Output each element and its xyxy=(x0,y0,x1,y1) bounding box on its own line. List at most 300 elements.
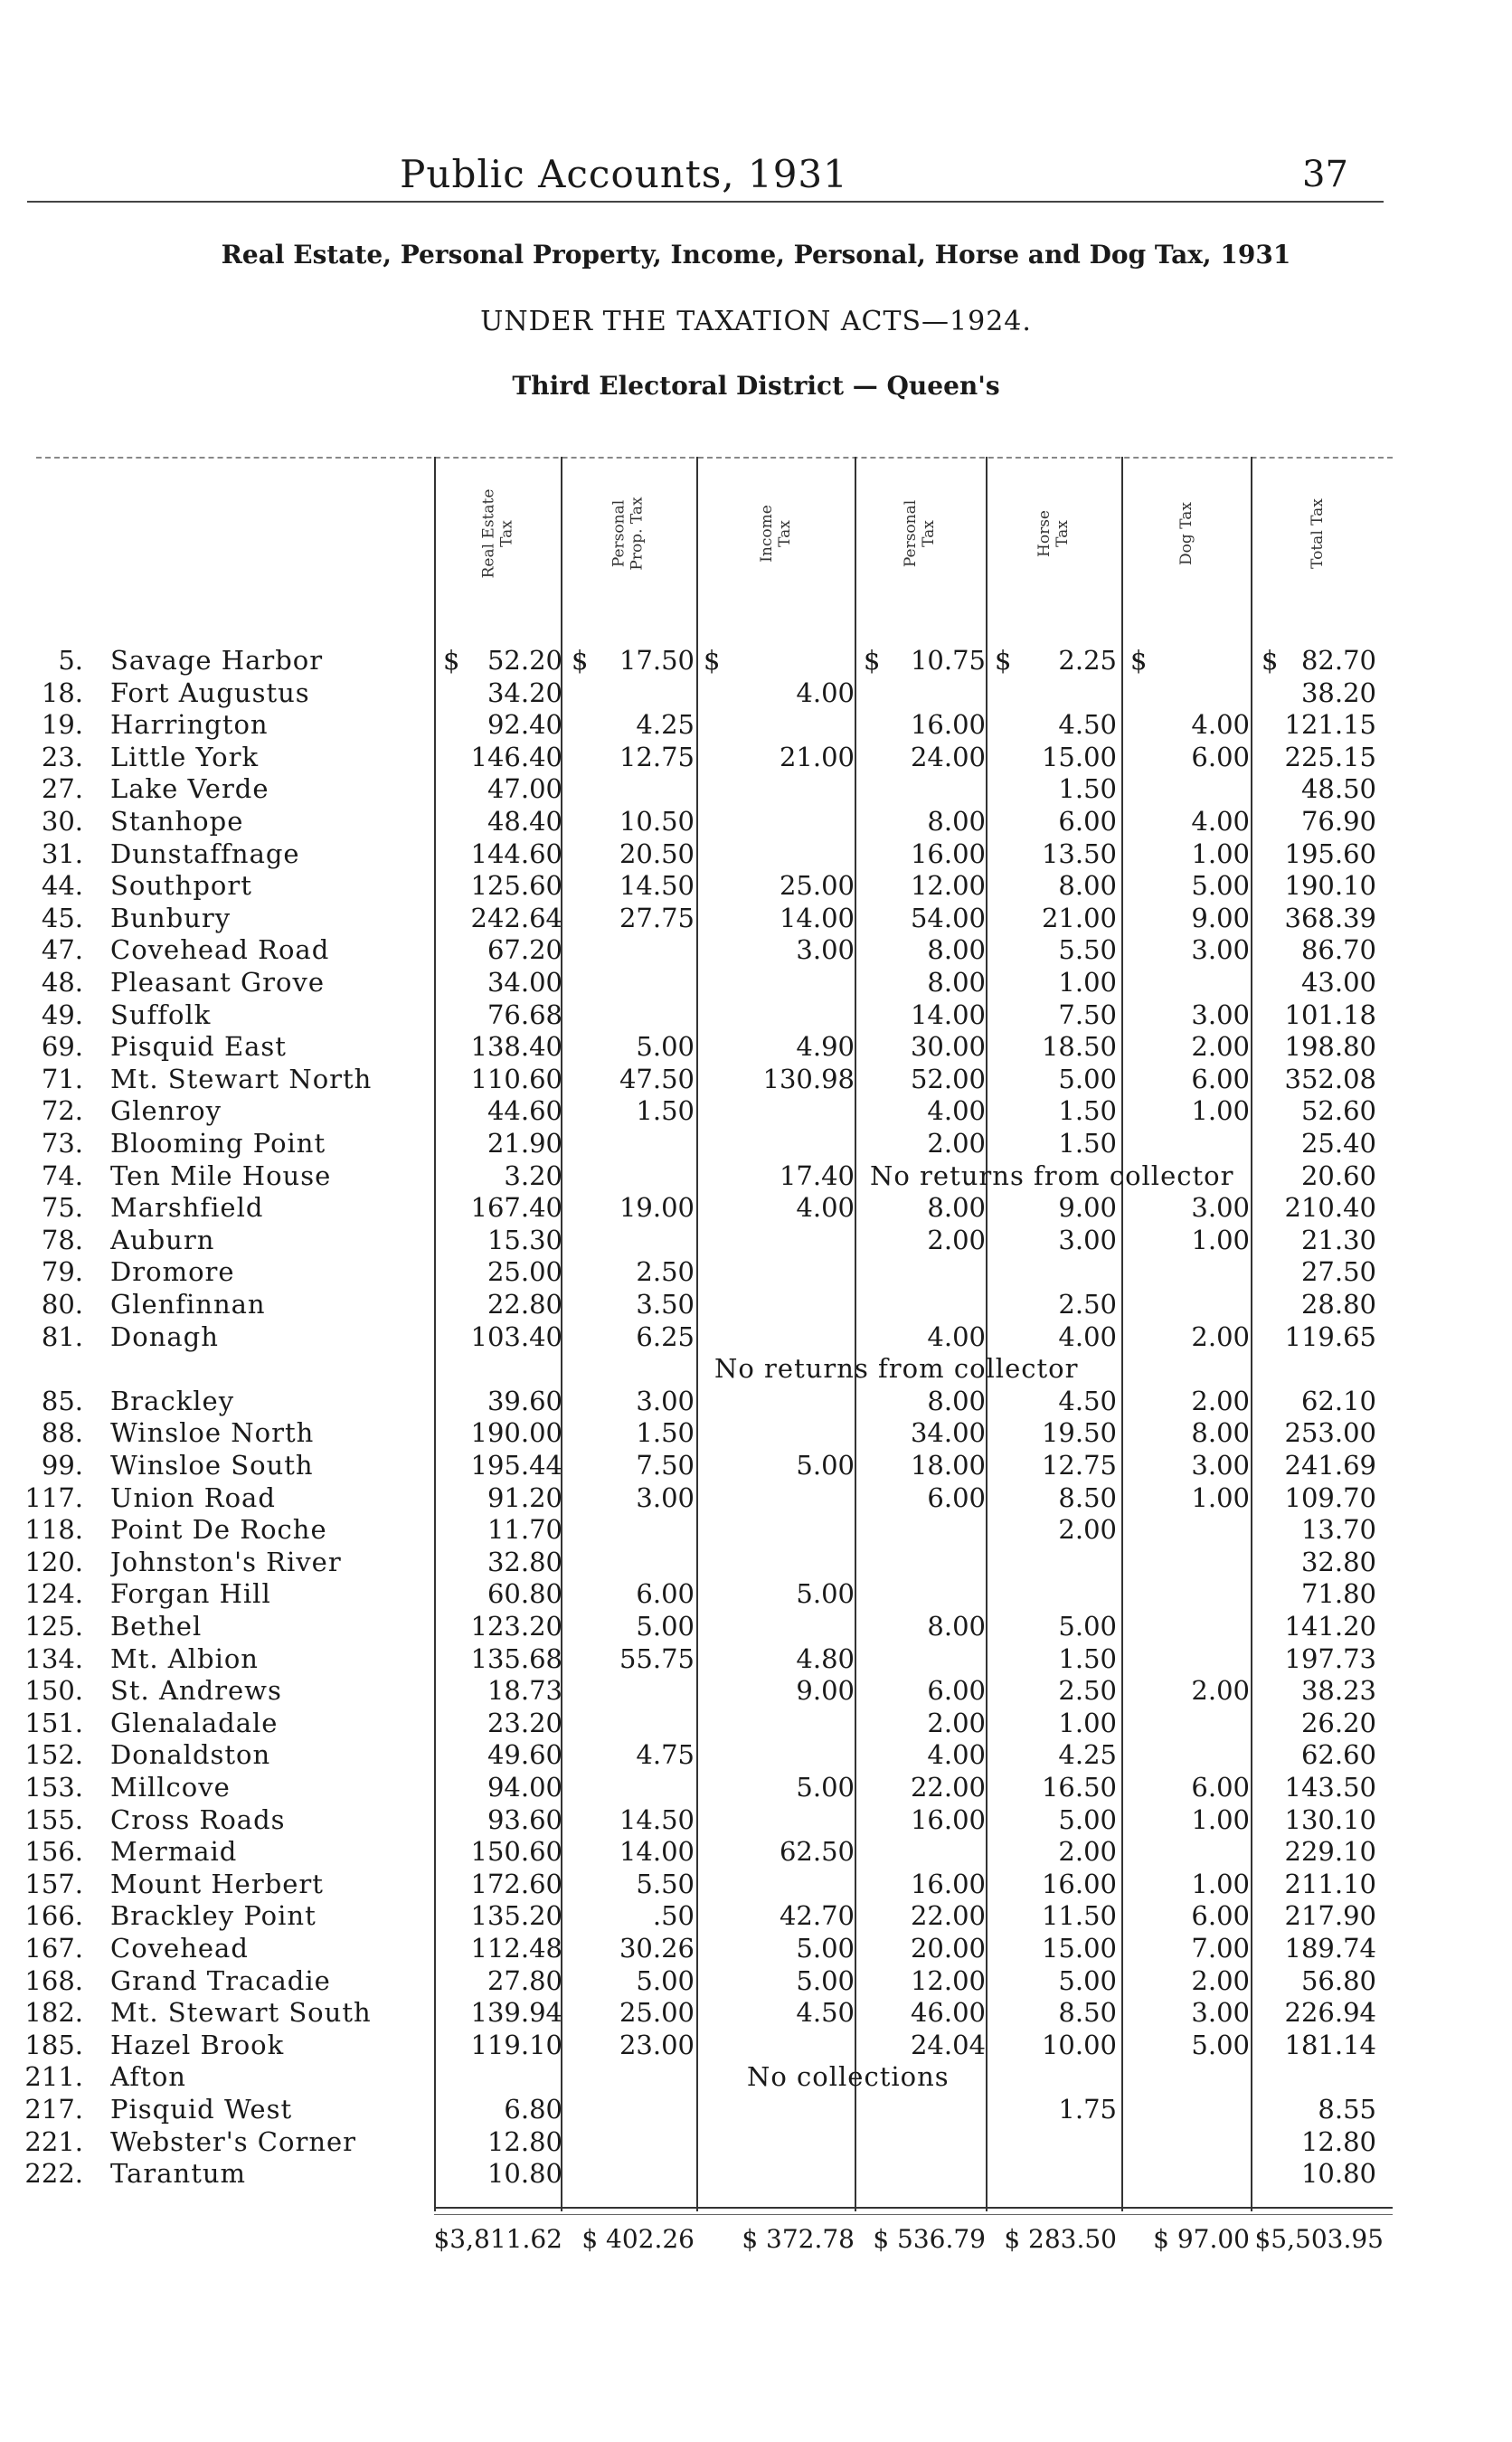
cell-re: 15.30 xyxy=(487,1224,562,1255)
table-row xyxy=(0,1707,1512,1739)
cell-horse: 2.50 xyxy=(1058,1289,1117,1320)
table-row xyxy=(0,1127,1512,1159)
table-row xyxy=(0,1546,1512,1578)
row-number: 27. xyxy=(41,773,83,805)
cell-re: 103.40 xyxy=(470,1320,562,1352)
cell-re: 6.80 xyxy=(504,2094,562,2125)
table-row xyxy=(0,1642,1512,1675)
row-number: 166. xyxy=(24,1900,83,1932)
cell-dog: 2.00 xyxy=(1191,1031,1250,1063)
row-number: 182. xyxy=(24,1997,83,2029)
cell-inc: 4.90 xyxy=(796,1031,855,1063)
cell-horse: 1.75 xyxy=(1058,2094,1117,2125)
row-number: 73. xyxy=(41,1128,83,1159)
cell-total: 26.20 xyxy=(1300,1707,1376,1738)
column-header xyxy=(696,470,855,597)
cell-re: 172.60 xyxy=(470,1868,562,1899)
cell-dog: 3.00 xyxy=(1191,999,1250,1030)
district-name: Fort Augustus xyxy=(110,677,310,708)
cell-pers: 12.00 xyxy=(910,870,986,902)
cell-pp: 5.50 xyxy=(636,1868,695,1899)
cell-horse: 1.50 xyxy=(1058,773,1117,805)
row-number: 157. xyxy=(24,1868,83,1899)
column-header-label: Dog Tax xyxy=(1177,502,1195,565)
district-heading: Third Electoral District — Queen's xyxy=(512,371,1000,401)
cell-re: 49.60 xyxy=(487,1739,562,1771)
totals-rule-lower xyxy=(434,2214,1393,2215)
cell-dog: 9.00 xyxy=(1191,902,1250,933)
table-row xyxy=(0,1610,1512,1642)
row-number: 222. xyxy=(24,2158,83,2190)
row-number: 217. xyxy=(24,2094,83,2125)
cell-re: 135.20 xyxy=(470,1900,562,1932)
district-name: Winsloe South xyxy=(110,1450,314,1481)
cell-re: 60.80 xyxy=(487,1578,562,1610)
cell-pp: 27.75 xyxy=(619,902,695,933)
cell-total: 241.69 xyxy=(1284,1450,1376,1481)
cell-pers: 16.00 xyxy=(910,838,986,869)
district-name: Brackley xyxy=(110,1385,235,1416)
column-header xyxy=(561,470,696,597)
district-name: Savage Harbor xyxy=(110,645,324,676)
cell-pers: 6.00 xyxy=(927,1481,986,1513)
table-row xyxy=(0,999,1512,1031)
cell-pp: 10.50 xyxy=(619,806,695,837)
cell-total: 86.70 xyxy=(1300,934,1376,966)
district-name: Auburn xyxy=(110,1224,215,1255)
district-name: Mount Herbert xyxy=(110,1868,324,1899)
cell-pers: 6.00 xyxy=(927,1675,986,1707)
cell-pers: 18.00 xyxy=(910,1450,986,1481)
row-number: 69. xyxy=(41,1031,83,1063)
cell-horse: 5.00 xyxy=(1058,1063,1117,1094)
table-row xyxy=(0,1835,1512,1868)
cell-inc: 5.00 xyxy=(796,1933,855,1964)
cell-total: 10.80 xyxy=(1300,2158,1376,2190)
district-name: Marshfield xyxy=(110,1192,264,1224)
cell-re: 21.90 xyxy=(487,1128,562,1159)
district-name: Harrington xyxy=(110,709,269,741)
district-name: Mt. Stewart South xyxy=(110,1997,372,2029)
act-heading: UNDER THE TAXATION ACTS—1924. xyxy=(480,306,1032,337)
cell-pp: 30.26 xyxy=(619,1933,695,1964)
cell-horse: 5.00 xyxy=(1058,1964,1117,1996)
district-name: Stanhope xyxy=(110,806,244,837)
table-row xyxy=(0,869,1512,902)
total-horse: $ 283.50 xyxy=(1004,2224,1117,2254)
table-row xyxy=(0,772,1512,805)
cell-dog: 3.00 xyxy=(1191,1192,1250,1224)
district-name: Grand Tracadie xyxy=(110,1964,331,1996)
cell-horse: 7.50 xyxy=(1058,999,1117,1030)
cell-pers: 52.00 xyxy=(910,1063,986,1094)
cell-horse: 1.00 xyxy=(1058,1707,1117,1738)
district-name: Glenroy xyxy=(110,1095,222,1127)
row-number: 79. xyxy=(41,1256,83,1288)
cell-dog: 3.00 xyxy=(1191,934,1250,966)
cell-inc: 5.00 xyxy=(796,1578,855,1610)
cell-re: 44.60 xyxy=(487,1095,562,1127)
cell-re: 34.20 xyxy=(487,677,562,708)
row-number: 124. xyxy=(24,1578,83,1610)
column-header-label: Real Estate Tax xyxy=(479,488,515,579)
table-row xyxy=(0,1385,1512,1417)
row-number: 44. xyxy=(41,870,83,902)
cell-horse: 4.00 xyxy=(1058,1320,1117,1352)
cell-total: 211.10 xyxy=(1284,1868,1376,1899)
cell-horse: 6.00 xyxy=(1058,806,1117,837)
cell-horse: 9.00 xyxy=(1058,1192,1117,1224)
cell-dog: 1.00 xyxy=(1191,1868,1250,1899)
cell-pp: 1.50 xyxy=(636,1095,695,1127)
cell-pp: 3.50 xyxy=(636,1289,695,1320)
cell-total: 143.50 xyxy=(1284,1772,1376,1803)
district-name: Lake Verde xyxy=(110,773,269,805)
cell-pp: 1.50 xyxy=(636,1417,695,1449)
table-row xyxy=(0,902,1512,934)
row-number: 30. xyxy=(41,806,83,837)
cell-pers: 22.00 xyxy=(910,1772,986,1803)
row-number: 81. xyxy=(41,1320,83,1352)
cell-pers: 8.00 xyxy=(927,934,986,966)
table-row xyxy=(0,1899,1512,1932)
cell-re: 52.20 xyxy=(487,645,562,676)
cell-horse: 8.50 xyxy=(1058,1481,1117,1513)
table-row xyxy=(0,1868,1512,1900)
table-row xyxy=(0,1577,1512,1610)
table-row xyxy=(0,1449,1512,1481)
district-name: Little York xyxy=(110,741,260,772)
cell-re: 150.60 xyxy=(470,1836,562,1868)
cell-dog: 1.00 xyxy=(1191,1481,1250,1513)
cell-horse: 19.50 xyxy=(1041,1417,1117,1449)
cell-pp: 14.50 xyxy=(619,870,695,902)
column-header xyxy=(1251,470,1384,597)
table-row xyxy=(0,1738,1512,1771)
cell-horse: 2.50 xyxy=(1058,1675,1117,1707)
district-name: Blooming Point xyxy=(110,1128,326,1159)
cell-dog: 1.00 xyxy=(1191,1803,1250,1835)
row-number: 153. xyxy=(24,1772,83,1803)
cell-pp: 14.00 xyxy=(619,1836,695,1868)
totals-rule xyxy=(434,2207,1393,2209)
cell-inc: 4.80 xyxy=(796,1642,855,1674)
table-row xyxy=(0,1932,1512,1964)
district-name: Suffolk xyxy=(110,999,212,1030)
cell-re: 25.00 xyxy=(487,1256,562,1288)
row-number: 18. xyxy=(41,677,83,708)
cell-re: 3.20 xyxy=(504,1159,562,1191)
table-row xyxy=(0,677,1512,709)
cell-total: 130.10 xyxy=(1284,1803,1376,1835)
cell-pers: 4.00 xyxy=(927,1320,986,1352)
total-inc: $ 372.78 xyxy=(742,2224,855,2254)
district-name: Brackley Point xyxy=(110,1900,317,1932)
cell-pp: 5.00 xyxy=(636,1611,695,1642)
cell-total: 253.00 xyxy=(1284,1417,1376,1449)
row-number: 120. xyxy=(24,1546,83,1577)
cell-pers: 30.00 xyxy=(910,1031,986,1063)
cell-total: 119.65 xyxy=(1284,1320,1376,1352)
cell-dog: 5.00 xyxy=(1191,870,1250,902)
column-header-label: Personal Tax xyxy=(902,499,939,568)
cell-pers: 2.00 xyxy=(927,1224,986,1255)
table-subtitle: Real Estate, Personal Property, Income, Personal, Horse and Dog Tax, 1931 xyxy=(221,240,1291,270)
cell-inc: 3.00 xyxy=(796,934,855,966)
table-row xyxy=(0,2157,1512,2190)
cell-total: 62.10 xyxy=(1300,1385,1376,1416)
cell-dog: 2.00 xyxy=(1191,1964,1250,1996)
cell-pers: 4.00 xyxy=(927,1739,986,1771)
cell-total: 52.60 xyxy=(1300,1095,1376,1127)
district-name: Tarantum xyxy=(110,2158,247,2190)
district-name: Webster's Corner xyxy=(110,2125,357,2157)
cell-pp: 3.00 xyxy=(636,1481,695,1513)
cell-inc: 4.00 xyxy=(796,677,855,708)
table-row xyxy=(0,1224,1512,1256)
row-number: 185. xyxy=(24,2029,83,2060)
cell-pers: 34.00 xyxy=(910,1417,986,1449)
row-number: 150. xyxy=(24,1675,83,1707)
district-name: Dromore xyxy=(110,1256,235,1288)
row-number: 99. xyxy=(41,1450,83,1481)
cell-re: 22.80 xyxy=(487,1289,562,1320)
cell-pers: 20.00 xyxy=(910,1933,986,1964)
cell-re: 32.80 xyxy=(487,1546,562,1577)
district-name: Mt. Stewart North xyxy=(110,1063,373,1094)
cell-horse: 15.00 xyxy=(1041,741,1117,772)
cell-pp: 3.00 xyxy=(636,1385,695,1416)
district-name: Millcove xyxy=(110,1772,231,1803)
cell-horse: 18.50 xyxy=(1041,1031,1117,1063)
row-note: No collections xyxy=(747,2061,950,2093)
cell-inc: 4.00 xyxy=(796,1192,855,1224)
cell-pers: 24.04 xyxy=(910,2029,986,2060)
district-name: Mt. Albion xyxy=(110,1642,259,1674)
district-name: Winsloe North xyxy=(110,1417,315,1449)
district-name: Covehead xyxy=(110,1933,249,1964)
dollar-sign: $ xyxy=(864,645,881,676)
cell-inc: 5.00 xyxy=(796,1964,855,1996)
row-number: 5. xyxy=(58,645,83,676)
cell-horse: 15.00 xyxy=(1041,1933,1117,1964)
cell-inc: 14.00 xyxy=(779,902,855,933)
cell-re: 242.64 xyxy=(470,902,562,933)
cell-re: 195.44 xyxy=(470,1450,562,1481)
table-row xyxy=(0,1481,1512,1514)
cell-horse: 5.50 xyxy=(1058,934,1117,966)
cell-total: 43.00 xyxy=(1300,967,1376,998)
table-row xyxy=(0,1964,1512,1997)
row-number: 155. xyxy=(24,1803,83,1835)
district-name: Ten Mile House xyxy=(110,1159,332,1191)
dollar-sign: $ xyxy=(1262,645,1279,676)
district-name: Afton xyxy=(110,2061,186,2093)
cell-total: 181.14 xyxy=(1284,2029,1376,2060)
cell-pp: 14.50 xyxy=(619,1803,695,1835)
cell-total: 13.70 xyxy=(1300,1514,1376,1546)
cell-dog: 1.00 xyxy=(1191,1095,1250,1127)
cell-re: 27.80 xyxy=(487,1964,562,1996)
cell-dog: 4.00 xyxy=(1191,709,1250,741)
cell-pers: 54.00 xyxy=(910,902,986,933)
cell-pers: 8.00 xyxy=(927,806,986,837)
cell-inc: 17.40 xyxy=(779,1159,855,1191)
cell-horse: 4.50 xyxy=(1058,1385,1117,1416)
district-name: Southport xyxy=(110,870,252,902)
cell-re: 144.60 xyxy=(470,838,562,869)
cell-horse: 12.75 xyxy=(1041,1450,1117,1481)
cell-total: 48.50 xyxy=(1300,773,1376,805)
district-name: Covehead Road xyxy=(110,934,330,966)
total-re: $3,811.62 xyxy=(433,2224,562,2254)
cell-horse: 2.00 xyxy=(1058,1514,1117,1546)
cell-total: 38.23 xyxy=(1300,1675,1376,1707)
cell-pers: 16.00 xyxy=(910,1803,986,1835)
dollar-sign: $ xyxy=(704,645,721,676)
cell-dog: 4.00 xyxy=(1191,806,1250,837)
table-row xyxy=(0,1803,1512,1836)
cell-re: 11.70 xyxy=(487,1514,562,1546)
cell-re: 93.60 xyxy=(487,1803,562,1835)
cell-pp: 6.25 xyxy=(636,1320,695,1352)
cell-dog: 3.00 xyxy=(1191,1450,1250,1481)
table-row xyxy=(0,1063,1512,1095)
cell-inc: 62.50 xyxy=(779,1836,855,1868)
district-name: Union Road xyxy=(110,1481,276,1513)
total-pp: $ 402.26 xyxy=(581,2224,695,2254)
column-header-label: Horse Tax xyxy=(1035,510,1072,557)
cell-total: 190.10 xyxy=(1284,870,1376,902)
row-number: 221. xyxy=(24,2125,83,2157)
cell-pp: 5.00 xyxy=(636,1964,695,1996)
row-note: No returns from collector xyxy=(714,1353,1079,1385)
district-name: Cross Roads xyxy=(110,1803,286,1835)
cell-re: 125.60 xyxy=(470,870,562,902)
cell-re: 94.00 xyxy=(487,1772,562,1803)
cell-total: 198.80 xyxy=(1284,1031,1376,1063)
row-number: 134. xyxy=(24,1642,83,1674)
cell-re: 139.94 xyxy=(470,1997,562,2029)
district-name: Pisquid West xyxy=(110,2094,293,2125)
cell-total: 352.08 xyxy=(1284,1063,1376,1094)
cell-total: 56.80 xyxy=(1300,1964,1376,1996)
cell-pers: 14.00 xyxy=(910,999,986,1030)
cell-inc: 130.98 xyxy=(762,1063,855,1094)
cell-total: 226.94 xyxy=(1284,1997,1376,2029)
cell-pers: 12.00 xyxy=(910,1964,986,1996)
cell-total: 189.74 xyxy=(1284,1933,1376,1964)
cell-dog: 3.00 xyxy=(1191,1997,1250,2029)
row-number: 85. xyxy=(41,1385,83,1416)
district-name: Glenaladale xyxy=(110,1707,279,1738)
cell-total: 141.20 xyxy=(1284,1611,1376,1642)
district-name: Mermaid xyxy=(110,1836,238,1868)
table-top-rule xyxy=(36,457,1393,459)
cell-inc: 5.00 xyxy=(796,1450,855,1481)
column-header xyxy=(434,470,561,597)
column-header xyxy=(986,470,1121,597)
row-number: 211. xyxy=(24,2061,83,2093)
cell-dog: 6.00 xyxy=(1191,1063,1250,1094)
cell-total: 109.70 xyxy=(1284,1481,1376,1513)
total-total: $5,503.95 xyxy=(1254,2224,1384,2254)
cell-re: 23.20 xyxy=(487,1707,562,1738)
cell-re: 39.60 xyxy=(487,1385,562,1416)
dollar-sign: $ xyxy=(572,645,589,676)
cell-dog: 2.00 xyxy=(1191,1320,1250,1352)
cell-re: 138.40 xyxy=(470,1031,562,1063)
page-number: 37 xyxy=(1302,154,1348,195)
cell-re: 47.00 xyxy=(487,773,562,805)
table-row xyxy=(0,1674,1512,1707)
cell-dog: 1.00 xyxy=(1191,838,1250,869)
district-name: Donagh xyxy=(110,1320,219,1352)
cell-horse: 5.00 xyxy=(1058,1611,1117,1642)
cell-total: 27.50 xyxy=(1300,1256,1376,1288)
cell-total: 38.20 xyxy=(1300,677,1376,708)
row-note: No returns from collector xyxy=(870,1159,1234,1191)
column-header-label: Total Tax xyxy=(1308,498,1327,569)
cell-total: 12.80 xyxy=(1300,2125,1376,2157)
cell-re: 110.60 xyxy=(470,1063,562,1094)
cell-dog: 7.00 xyxy=(1191,1933,1250,1964)
table-row xyxy=(0,1288,1512,1320)
row-number: 152. xyxy=(24,1739,83,1771)
table-row xyxy=(0,1996,1512,2029)
row-number: 168. xyxy=(24,1964,83,1996)
district-name: Bunbury xyxy=(110,902,232,933)
cell-pers: 8.00 xyxy=(927,1192,986,1224)
cell-re: 112.48 xyxy=(470,1933,562,1964)
cell-horse: 1.50 xyxy=(1058,1095,1117,1127)
cell-dog: 2.00 xyxy=(1191,1385,1250,1416)
dollar-sign: $ xyxy=(1130,645,1148,676)
cell-re: 76.68 xyxy=(487,999,562,1030)
cell-total: 217.90 xyxy=(1284,1900,1376,1932)
cell-pp: 19.00 xyxy=(619,1192,695,1224)
table-row xyxy=(0,805,1512,838)
row-number: 156. xyxy=(24,1836,83,1868)
cell-pp: 17.50 xyxy=(619,645,695,676)
cell-pp: 25.00 xyxy=(619,1997,695,2029)
title-rule xyxy=(27,201,1384,203)
cell-horse: 3.00 xyxy=(1058,1224,1117,1255)
table-row xyxy=(0,2125,1512,2158)
table-row xyxy=(0,2093,1512,2125)
cell-total: 82.70 xyxy=(1300,645,1376,676)
row-number: 45. xyxy=(41,902,83,933)
row-number: 75. xyxy=(41,1192,83,1224)
table-row xyxy=(0,1030,1512,1063)
cell-total: 229.10 xyxy=(1284,1836,1376,1868)
district-name: Dunstaffnage xyxy=(110,838,300,869)
district-name: Johnston's River xyxy=(110,1546,342,1577)
cell-re: 123.20 xyxy=(470,1611,562,1642)
table-row xyxy=(0,933,1512,966)
column-header-label: Personal Prop. Tax xyxy=(610,497,647,571)
cell-pers: 24.00 xyxy=(910,741,986,772)
cell-re: 10.80 xyxy=(487,2158,562,2190)
cell-dog: 1.00 xyxy=(1191,1224,1250,1255)
cell-pp: 4.25 xyxy=(636,709,695,741)
cell-re: 18.73 xyxy=(487,1675,562,1707)
cell-total: 28.80 xyxy=(1300,1289,1376,1320)
row-number: 31. xyxy=(41,838,83,869)
row-number: 80. xyxy=(41,1289,83,1320)
row-number: 72. xyxy=(41,1095,83,1127)
cell-dog: 5.00 xyxy=(1191,2029,1250,2060)
